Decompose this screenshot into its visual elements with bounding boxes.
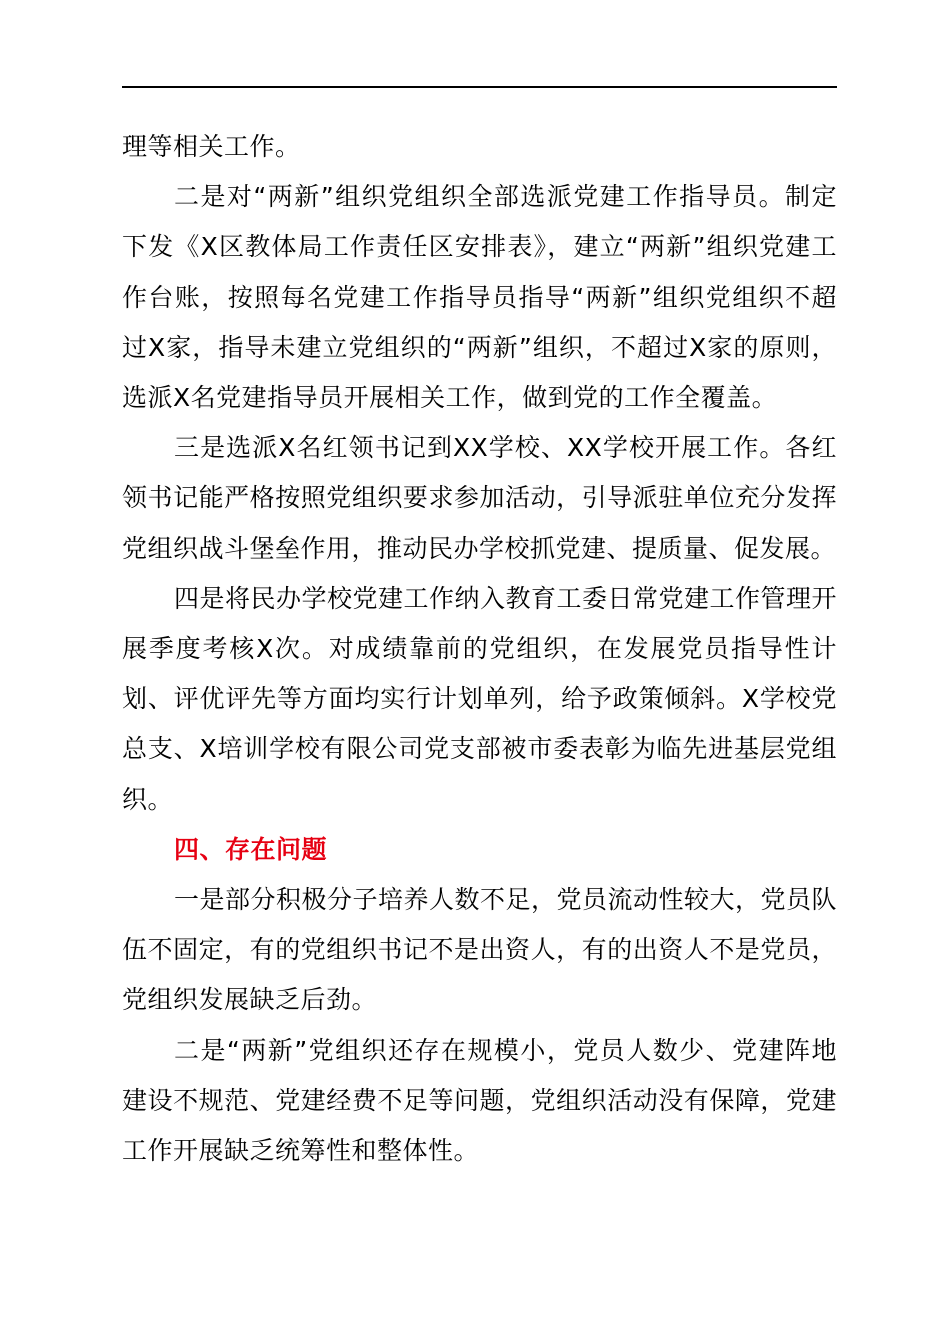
- section-heading: 四、存在问题: [174, 834, 328, 864]
- issue-paragraph-two: 二是“两新”党组织还存在规模小，党员人数少、党建阵地建设不规范、党建经费不足等问题，党组织活动没有保障，党建工作开展缺乏统筹性和整体性。: [122, 1035, 837, 1166]
- paragraph-continuation: 理等相关工作。: [122, 132, 301, 161]
- paragraph-point-four: 四是将民办学校党建工作纳入教育工委日常党建工作管理开展季度考核X次。对成绩靠前的党组织，在发展党员指导性计划、评优评先等方面均实行计划单列，给予政策倾斜。X学校党总支、X培训学校有限公司党支部被市委表彰为临先进基层党组织。: [122, 583, 838, 814]
- header-rule: [122, 86, 837, 88]
- paragraph-point-three: 三是选派X名红领书记到XX学校、XX学校开展工作。各红领书记能严格按照党组织要求参加活动，引导派驻单位充分发挥党组织战斗堡垒作用，推动民办学校抓党建、提质量、促发展。: [122, 433, 837, 563]
- document-body: [122, 122, 837, 1176]
- paragraph-point-two: 二是对“两新”组织党组织全部选派党建工作指导员。制定下发《X区教体局工作责任区安排表》，建立“两新”组织党建工作台账，按照每名党建工作指导员指导“两新”组织党组织不超过X家，指导未建立党组织的“两新”组织，不超过X家的原则，选派X名党建指导员开展相关工作，做到党的工作全覆盖。: [122, 182, 837, 413]
- issue-paragraph-one: 一是部分积极分子培养人数不足，党员流动性较大，党员队伍不固定，有的党组织书记不是出资人，有的出资人不是党员，党组织发展缺乏后劲。: [122, 885, 838, 1015]
